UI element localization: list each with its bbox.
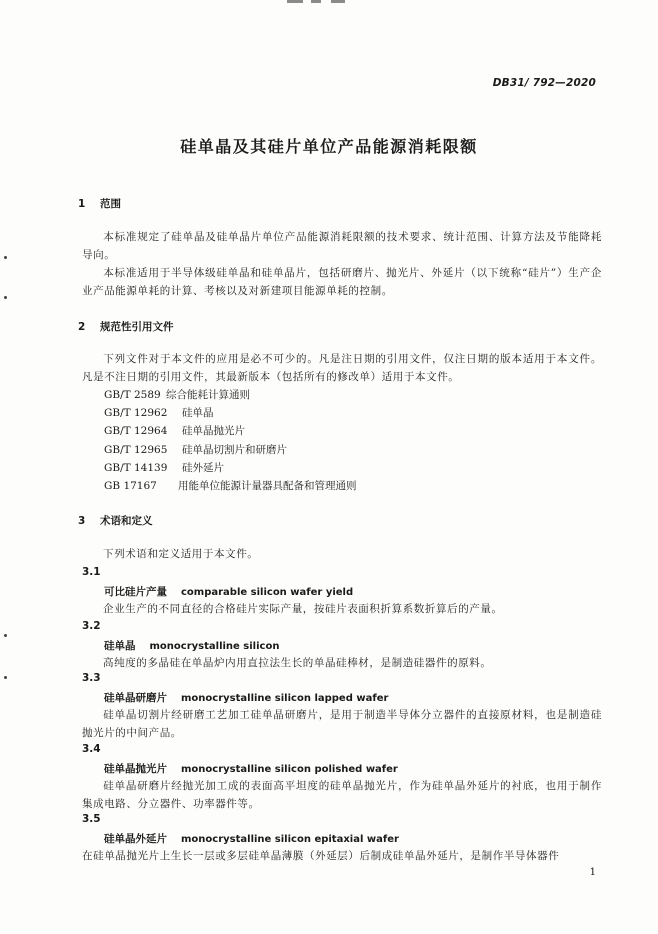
page-number: 1	[589, 867, 596, 878]
term-heading	[104, 690, 388, 705]
reference-item: GB/T 12962 硅单晶	[104, 407, 214, 420]
term-number: 3.1	[82, 566, 101, 578]
section-title: 规范性引用文件	[100, 321, 174, 333]
term-definition: 在硅单晶抛光片上生长一层或多层硅单晶薄膜（外延层）后制成硅单晶外延片，是制作半导体器件	[82, 850, 560, 862]
section-title: 范围	[100, 198, 121, 210]
section-1-paragraph-1: 本标准规定了硅单晶及硅单晶片单位产品能源消耗限额的技术要求、统计范围、计算方法及节能降耗导向。	[82, 231, 602, 261]
term-en: monocrystalline silicon polished wafer	[181, 764, 398, 775]
term-en: monocrystalline silicon epitaxial wafer	[181, 834, 399, 845]
reference-item: GB/T 14139 硅外延片	[104, 461, 224, 474]
section-number: 1	[78, 198, 86, 210]
term-heading	[104, 638, 279, 653]
section-1-paragraph-2: 本标准适用于半导体级硅单晶和硅单晶片，包括研磨片、抛光片、外延片（以下统称“硅片”）生产企业产品能源单耗的计算、考核以及对新建项目能源单耗的控制。	[82, 267, 602, 297]
term-en: comparable silicon wafer yield	[181, 587, 354, 598]
term-en: monocrystalline silicon	[149, 641, 280, 652]
term-definition: 硅单晶研磨片经抛光加工成的表面高平坦度的硅单晶抛光片，作为硅单晶外延片的衬底，也用于制作集成电路、分立器件、功率器件等。	[82, 780, 602, 810]
document-number: DB31/ 792—2020	[492, 77, 596, 89]
term-zh: 可比硅片产量	[104, 586, 167, 598]
section-number: 2	[78, 321, 86, 333]
normative-references-list	[104, 386, 357, 495]
term-zh: 硅单晶外延片	[104, 833, 167, 845]
term-heading	[104, 584, 353, 599]
term-number: 3.2	[82, 620, 101, 632]
section-2-paragraph-1: 下列文件对于本文件的应用是必不可少的。凡是注日期的引用文件，仅注日期的版本适用于本文件。凡是不注日期的引用文件，其最新版本（包括所有的修改单）适用于本文件。	[82, 353, 602, 383]
term-en: monocrystalline silicon lapped wafer	[181, 693, 389, 704]
term-number: 3.4	[82, 743, 101, 755]
section-2-heading	[78, 319, 174, 334]
term-definition: 企业生产的不同直径的合格硅片实际产量，按硅片表面积折算系数折算后的产量。	[103, 603, 503, 615]
reference-item: GB/T 2589 综合能耗计算通则	[104, 389, 250, 401]
term-zh: 硅单晶	[104, 640, 136, 652]
scan-artifact	[4, 296, 7, 299]
term-definition: 硅单晶切割片经研磨工艺加工硅单晶研磨片，是用于制造半导体分立器件的直接原材料，也是制造硅抛光片的中间产品。	[82, 709, 602, 739]
scan-artifact	[4, 676, 7, 679]
section-3-heading	[78, 513, 153, 528]
section-1-heading	[78, 196, 121, 211]
term-zh: 硅单晶抛光片	[104, 763, 167, 775]
scan-top-marks	[287, 0, 347, 4]
section-number: 3	[78, 515, 86, 527]
term-heading	[104, 831, 399, 846]
section-3-paragraph-1: 下列术语和定义适用于本文件。	[103, 548, 259, 560]
reference-item: GB/T 12964 硅单晶抛光片	[104, 425, 245, 438]
term-definition: 高纯度的多晶硅在单晶炉内用直拉法生长的单晶硅棒材，是制造硅器件的原料。	[103, 657, 492, 669]
reference-item: GB 17167 用能单位能源计量器具配备和管理通则	[104, 480, 357, 493]
reference-item: GB/T 12965 硅单晶切割片和研磨片	[104, 443, 287, 456]
scan-artifact	[4, 256, 7, 259]
document-title: 硅单晶及其硅片单位产品能源消耗限额	[180, 137, 478, 156]
section-title: 术语和定义	[100, 515, 153, 527]
term-number: 3.3	[82, 672, 101, 684]
term-heading	[104, 761, 398, 776]
scan-artifact	[4, 634, 7, 637]
term-number: 3.5	[82, 813, 101, 825]
term-zh: 硅单晶研磨片	[104, 692, 167, 704]
